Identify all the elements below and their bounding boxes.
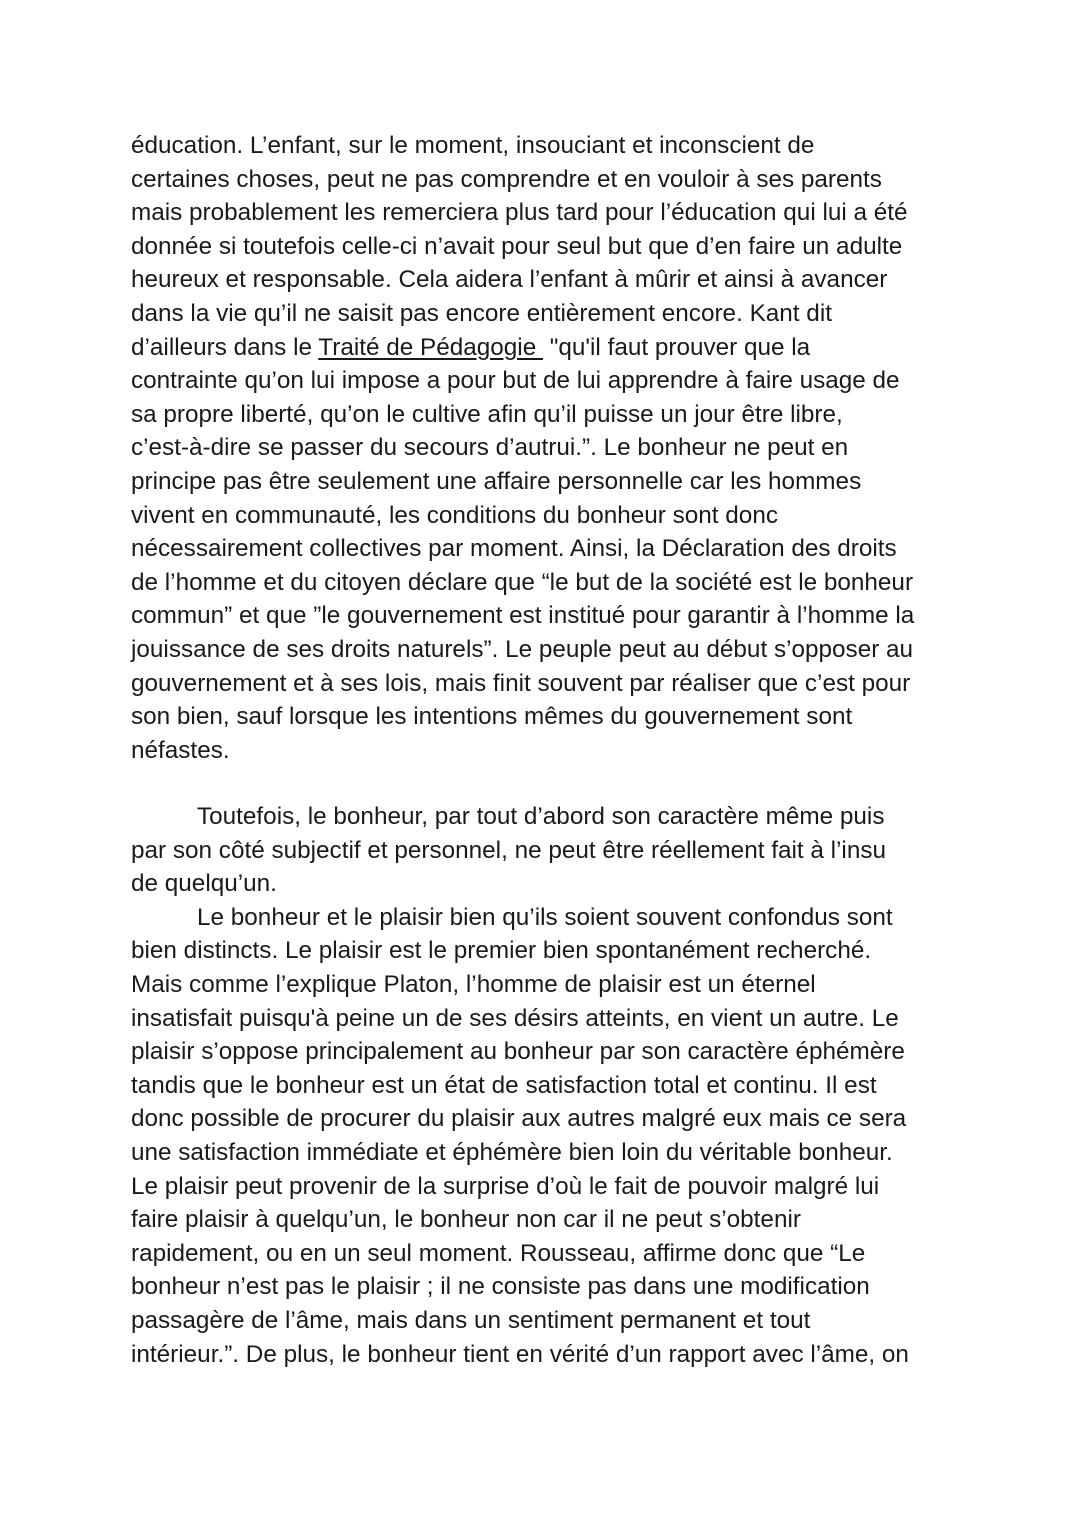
text-line: une satisfaction immédiate et éphémère bien loin du véritable bonheur. xyxy=(131,1138,893,1166)
text-line: Mais comme l’explique Platon, l’homme de plaisir est un éternel xyxy=(131,970,816,998)
text-line: par son côté subjectif et personnel, ne peut être réellement fait à l’insu xyxy=(131,836,886,864)
text-line: sa propre liberté, qu’on le cultive afin qu’il puisse un jour être libre, xyxy=(131,400,843,428)
text-line: tandis que le bonheur est un état de satisfaction total et continu. Il est xyxy=(131,1071,877,1099)
text-line: jouissance de ses droits naturels”. Le peuple peut au début s’opposer au xyxy=(131,635,914,663)
text-line: dans la vie qu’il ne saisit pas encore entièrement encore. Kant dit xyxy=(131,299,832,327)
text-line: donc possible de procurer du plaisir aux autres malgré eux mais ce sera xyxy=(131,1105,907,1133)
text-line: bonheur n’est pas le plaisir ; il ne consiste pas dans une modification xyxy=(131,1273,870,1301)
book-title-traite-de-pedagogie: Traité de Pédagogie xyxy=(318,333,543,361)
text-line: rapidement, ou en un seul moment. Rousseau, affirme donc que “Le xyxy=(131,1239,866,1267)
text-line: de quelqu’un. xyxy=(131,870,277,898)
text-line: Toutefois, le bonheur, par tout d’abord son caractère même puis xyxy=(197,803,885,830)
text-line: intérieur.”. De plus, le bonheur tient en vérité d’un rapport avec l’âme, on xyxy=(131,1340,909,1368)
text-line: passagère de l’âme, mais dans un sentiment permanent et tout xyxy=(131,1306,811,1334)
text-line: éducation. L’enfant, sur le moment, insouciant et inconscient de xyxy=(131,132,815,159)
text-line: faire plaisir à quelqu’un, le bonheur non car il ne peut s’obtenir xyxy=(131,1206,801,1234)
text-line: Le bonheur et le plaisir bien qu’ils soient souvent confondus sont xyxy=(197,903,893,931)
text-line: gouvernement et à ses lois, mais finit souvent par réaliser que c’est pour xyxy=(131,669,911,697)
text-segment: "qu'il faut prouver que la xyxy=(542,333,811,361)
text-line: c’est-à-dire se passer du secours d’autrui.”. Le bonheur ne peut en xyxy=(131,434,849,462)
text-line: néfastes. xyxy=(131,736,230,764)
text-line: principe pas être seulement une affaire personnelle car les hommes xyxy=(131,467,862,495)
text-line: certaines choses, peut ne pas comprendre et en vouloir à ses parents xyxy=(131,165,882,193)
text-line: de l’homme et du citoyen déclare que “le but de la société est le bonheur xyxy=(131,568,914,596)
text-line: plaisir s’oppose principalement au bonheur par son caractère éphémère xyxy=(131,1038,905,1066)
text-line: Le plaisir peut provenir de la surprise d’où le fait de pouvoir malgré lui xyxy=(131,1172,880,1200)
text-line: donnée si toutefois celle-ci n’avait pour seul but que d’en faire un adulte xyxy=(131,232,903,260)
paragraph-section-two xyxy=(131,800,961,1371)
text-line: commun” et que ”le gouvernement est institué pour garantir à l’homme la xyxy=(131,602,915,630)
text-line: nécessairement collectives par moment. Ainsi, la Déclaration des droits xyxy=(131,535,897,563)
text-line: bien distincts. Le plaisir est le premier bien spontanément recherché. xyxy=(131,937,872,965)
text-line-with-title xyxy=(131,331,961,365)
text-line: son bien, sauf lorsque les intentions mêmes du gouvernement sont xyxy=(131,703,853,731)
text-line: vivent en communauté, les conditions du bonheur sont donc xyxy=(131,501,778,529)
text-line: insatisfait puisqu'à peine un de ses désirs atteints, en vient un autre. Le xyxy=(131,1004,899,1032)
paragraph-education xyxy=(131,129,961,767)
text-line: contrainte qu’on lui impose a pour but de lui apprendre à faire usage de xyxy=(131,367,900,395)
text-line: mais probablement les remerciera plus tard pour l’éducation qui lui a été xyxy=(131,199,908,227)
text-line: heureux et responsable. Cela aidera l’enfant à mûrir et ainsi à avancer xyxy=(131,266,888,294)
text-segment: d’ailleurs dans le xyxy=(131,333,319,361)
